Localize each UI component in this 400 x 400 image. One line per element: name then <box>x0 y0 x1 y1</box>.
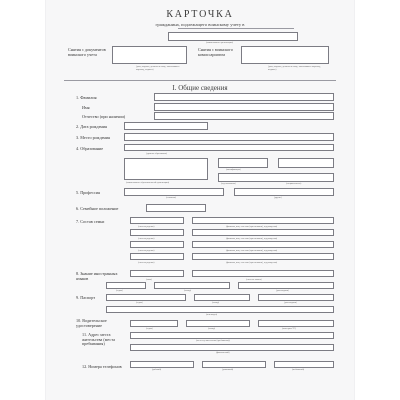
reserve-caption-2: (дата, подпись, должность лица, заполнявшего карточку, подпись) <box>268 66 321 71</box>
family-degree-4[interactable] <box>130 253 184 260</box>
passport-number-caption: (номер) <box>212 302 220 304</box>
section-divider <box>64 80 336 81</box>
language-level-1[interactable] <box>192 270 334 277</box>
family-degree-3[interactable] <box>130 241 184 248</box>
org-name-field[interactable] <box>168 32 298 41</box>
license-category-field[interactable] <box>258 320 334 327</box>
family-name-caption-1: (фамилия, имя, отчество (при наличии), год рождения) <box>226 225 278 228</box>
name-field[interactable] <box>154 103 334 111</box>
document-page <box>46 0 354 400</box>
profession-other-field[interactable] <box>234 188 334 196</box>
family-degree-2[interactable] <box>130 229 184 236</box>
education-year-field[interactable] <box>218 158 268 168</box>
passport-series-field-a[interactable] <box>106 282 146 289</box>
org-name-caption: (наименование организации) <box>206 42 233 44</box>
phone-home-field[interactable] <box>202 361 266 368</box>
reserve-field-2[interactable] <box>241 46 329 64</box>
license-number-caption: (номер) <box>208 328 216 330</box>
family-degree-1[interactable] <box>130 217 184 224</box>
passport-date-field-a[interactable] <box>238 282 334 289</box>
address-actual-caption: (фактический) <box>216 352 230 354</box>
profession-main-field[interactable] <box>124 188 224 196</box>
passport-issuer-caption: (кем выдан) <box>206 314 218 316</box>
passport-date-caption: (дата выдачи) <box>284 302 297 304</box>
birth-place-field[interactable] <box>124 133 334 141</box>
family-name-2[interactable] <box>192 229 334 236</box>
passport-date-caption-a: (дата выдачи) <box>276 290 289 292</box>
reserve-caption: (дата, подпись, должность лица, заполнявшего карточку, подпись) <box>136 66 180 71</box>
marital-field[interactable] <box>146 204 206 212</box>
license-category-caption: (категория ТС) <box>282 328 296 330</box>
document-subtitle: гражданина, подлежащего воинскому учету в <box>155 22 245 27</box>
education-qualification-caption: (квалификация) <box>226 169 241 171</box>
education-speciality-caption: (специальность) <box>286 183 302 185</box>
phone-home-caption: (домашний) <box>222 369 234 371</box>
language-level-caption-1: (степень знания) <box>246 278 262 281</box>
passport-issuer-field[interactable] <box>106 306 334 313</box>
education-spec-field[interactable] <box>278 158 334 168</box>
birth-date-label: 2. Дата рождения <box>76 124 107 129</box>
language-name-1[interactable] <box>130 270 184 277</box>
education-year-caption: (год окончания) <box>221 183 236 185</box>
surname-field[interactable] <box>154 93 334 101</box>
license-label: 10. Водительское удостоверение <box>76 318 107 328</box>
education-doc-field[interactable] <box>218 173 334 182</box>
address-actual-field[interactable] <box>130 344 334 351</box>
passport-series-caption-a: (серия) <box>116 290 123 292</box>
address-label: 11. Адрес места жительства (места пребывания) <box>82 332 115 347</box>
language-caption-1: (язык) <box>146 278 152 281</box>
phone-work-field[interactable] <box>130 361 194 368</box>
family-degree-caption-4: (степень родства) <box>138 261 155 264</box>
license-number-field[interactable] <box>186 320 250 327</box>
org-name-line <box>178 28 294 29</box>
education-level-caption: (уровень образования) <box>146 153 167 155</box>
phone-mobile-caption: (мобильный) <box>292 369 305 371</box>
family-name-caption-2: (фамилия, имя, отчество (при наличии), год рождения) <box>226 237 278 240</box>
education-label: 4. Образование <box>76 146 104 151</box>
passport-number-field-a[interactable] <box>154 282 230 289</box>
name-label: Имя <box>82 105 90 110</box>
phone-work-caption: (рабочий) <box>152 369 162 371</box>
profession-label: 5. Профессия <box>76 190 100 195</box>
surname-label: 1. Фамилия <box>76 95 97 100</box>
reserve-label: Снятия с документов воинского учета <box>68 47 106 57</box>
family-label: 7. Состав семьи <box>76 219 105 224</box>
education-field[interactable] <box>124 144 334 151</box>
passport-series-caption: (серия) <box>136 302 143 304</box>
patronymic-label: Отчество (при наличии) <box>82 114 126 119</box>
birth-place-label: 3. Место рождения <box>76 135 110 140</box>
family-name-1[interactable] <box>192 217 334 224</box>
passport-label: 9. Паспорт <box>76 295 96 300</box>
passport-date-field[interactable] <box>258 294 334 301</box>
document-title: КАРТОЧКА <box>166 9 234 20</box>
profession-other-caption: (другие) <box>274 197 282 199</box>
phones-label: 12. Номера телефонов <box>82 364 122 369</box>
family-degree-caption-1: (степень родства) <box>138 225 155 228</box>
languages-label: 8. Знание иностранных языков <box>76 271 118 281</box>
reserve-label-2: Снятия с воинского комиссариатом <box>198 47 233 57</box>
family-name-caption-4: (фамилия, имя, отчество (при наличии), год рождения) <box>226 261 278 264</box>
profession-main-caption: (основная) <box>166 197 177 199</box>
passport-number-caption-a: (номер) <box>184 290 192 292</box>
passport-series-field[interactable] <box>106 294 186 301</box>
family-name-3[interactable] <box>192 241 334 248</box>
education-org-caption: (наименование образовательной организации) <box>126 182 170 184</box>
birth-date-field[interactable] <box>124 122 208 130</box>
passport-number-field[interactable] <box>194 294 250 301</box>
family-name-4[interactable] <box>192 253 334 260</box>
family-degree-caption-3: (степень родства) <box>138 249 155 252</box>
education-org-field[interactable] <box>124 158 208 180</box>
marital-label: 6. Семейное положение <box>76 206 119 211</box>
section-1-title: I. Общие сведения <box>172 84 228 92</box>
phone-mobile-field[interactable] <box>274 361 334 368</box>
address-registration-caption: (по месту жительства (пребывания)) <box>196 340 230 342</box>
license-series-field[interactable] <box>130 320 178 327</box>
patronymic-field[interactable] <box>154 112 334 120</box>
address-registration-field[interactable] <box>130 332 334 339</box>
reserve-field[interactable] <box>112 46 187 64</box>
family-degree-caption-2: (степень родства) <box>138 237 155 240</box>
family-name-caption-3: (фамилия, имя, отчество (при наличии), год рождения) <box>226 249 278 252</box>
license-series-caption: (серия) <box>146 328 153 330</box>
